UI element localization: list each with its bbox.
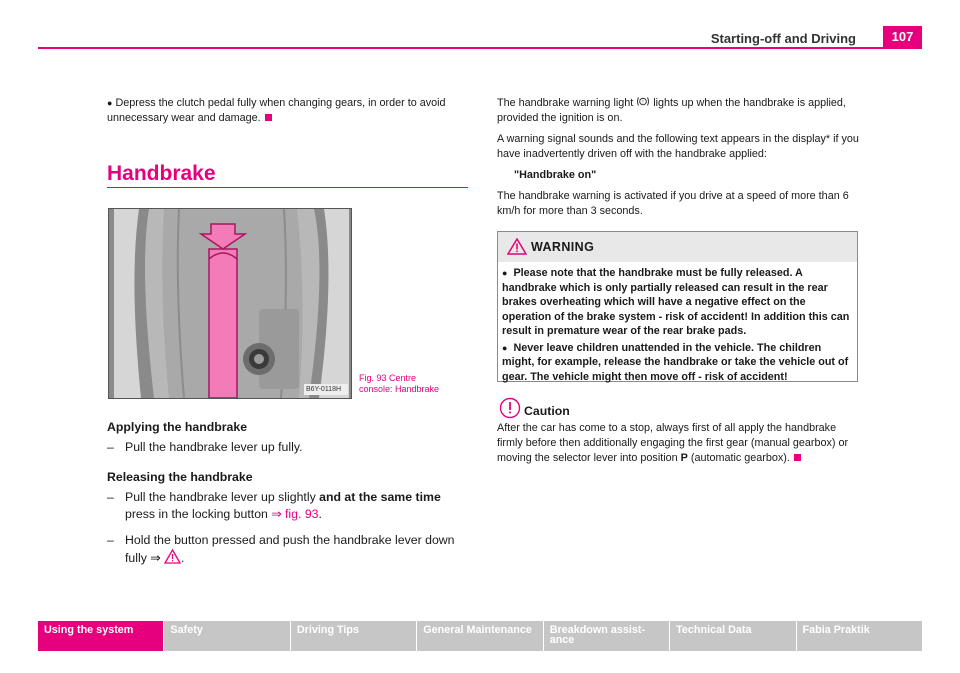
bullet-icon: ● [107,98,113,108]
warning-title: WARNING [531,240,595,254]
figure-caption: Fig. 93 Centre console: Handbrake [359,373,440,394]
warning-light-paragraph: The handbrake warning light ! lights up when the handbrake is applied, provided the ignition is on. [497,97,846,124]
tab-technical-data[interactable]: Technical Data [670,621,795,651]
caution-text: After the car has come to a stop, always first of all apply the handbrake firmly before then additionally engaging the first gear (manual gearbox) or moving the selector lever into position P (automatic gearbox). [497,422,849,464]
tab-safety[interactable]: Safety [164,621,289,651]
dash-icon: – [107,533,114,547]
figure-link[interactable]: ⇒ fig. 93 [271,507,319,521]
tab-using-the-system[interactable]: Using the system [38,621,163,651]
figure-code: B6Y-0118H [306,386,342,393]
warning-item: ● Please note that the handbrake must be fully released. A handbrake which is only partially released can result in the rear brakes overheating which will have a negative effect on the operation of the brake system - risk of accident! In addition this can result in premature wear of the rear brake pads. [502,267,850,337]
bullet-icon: ● [502,268,508,278]
right-column [497,96,859,219]
tab-breakdown-assistance[interactable]: Breakdown assist- ance [544,621,669,651]
caution-icon [499,397,521,419]
caution-title: Caution [524,404,570,418]
heading-rule [107,187,468,188]
applying-step: – Pull the handbrake lever up fully. [107,440,303,454]
speed-paragraph: The handbrake warning is activated if you drive at a speed of more than 6 km/h for more than 3 seconds. [497,190,849,217]
warning-body [498,262,857,384]
bullet-icon: ● [502,342,508,353]
chapter-tabs [38,621,922,651]
tab-general-maintenance[interactable]: General Maintenance [417,621,542,651]
releasing-step-2: – Hold the button pressed and push the handbrake lever down fully ⇒ . [107,533,455,565]
warning-signal-paragraph: A warning signal sounds and the following text appears in the display* if you have inadvertently driven off with the handbrake applied: [497,133,859,160]
dash-icon: – [107,490,114,504]
display-message: "Handbrake on" [514,169,597,181]
warning-triangle-icon [507,238,527,255]
warning-header [498,232,857,262]
intro-paragraph [107,96,469,126]
handbrake-heading: Handbrake [107,162,216,185]
end-square-icon [265,114,272,121]
warning-triangle-icon[interactable] [164,549,181,564]
intro-text: Depress the clutch pedal fully when changing gears, in order to avoid unnecessary wear and damage. [107,97,446,124]
warning-item: ● Never leave children unattended in the vehicle. The children might, for example, release the handbrake or take the vehicle out of gear. The vehicle might then move off - risk of accident! [502,341,849,383]
tab-fabia-praktik[interactable]: Fabia Praktik [797,621,922,651]
header-rule [38,47,922,49]
svg-text:!: ! [642,99,644,106]
dash-icon: – [107,440,114,454]
handbrake-warning-light-icon [636,96,650,107]
handbrake-figure [108,208,352,399]
section-title: Starting-off and Driving [710,31,856,46]
warning-box [497,231,858,382]
centre-console-illustration [109,209,351,398]
page-number: 107 [883,26,922,48]
releasing-step-1: – Pull the handbrake lever up slightly and at the same time press in the locking button ⇒ fig. 93. [107,490,441,521]
applying-heading: Applying the handbrake [107,420,248,434]
releasing-heading: Releasing the handbrake [107,470,253,484]
tab-driving-tips[interactable]: Driving Tips [291,621,416,651]
end-square-icon [794,454,801,461]
